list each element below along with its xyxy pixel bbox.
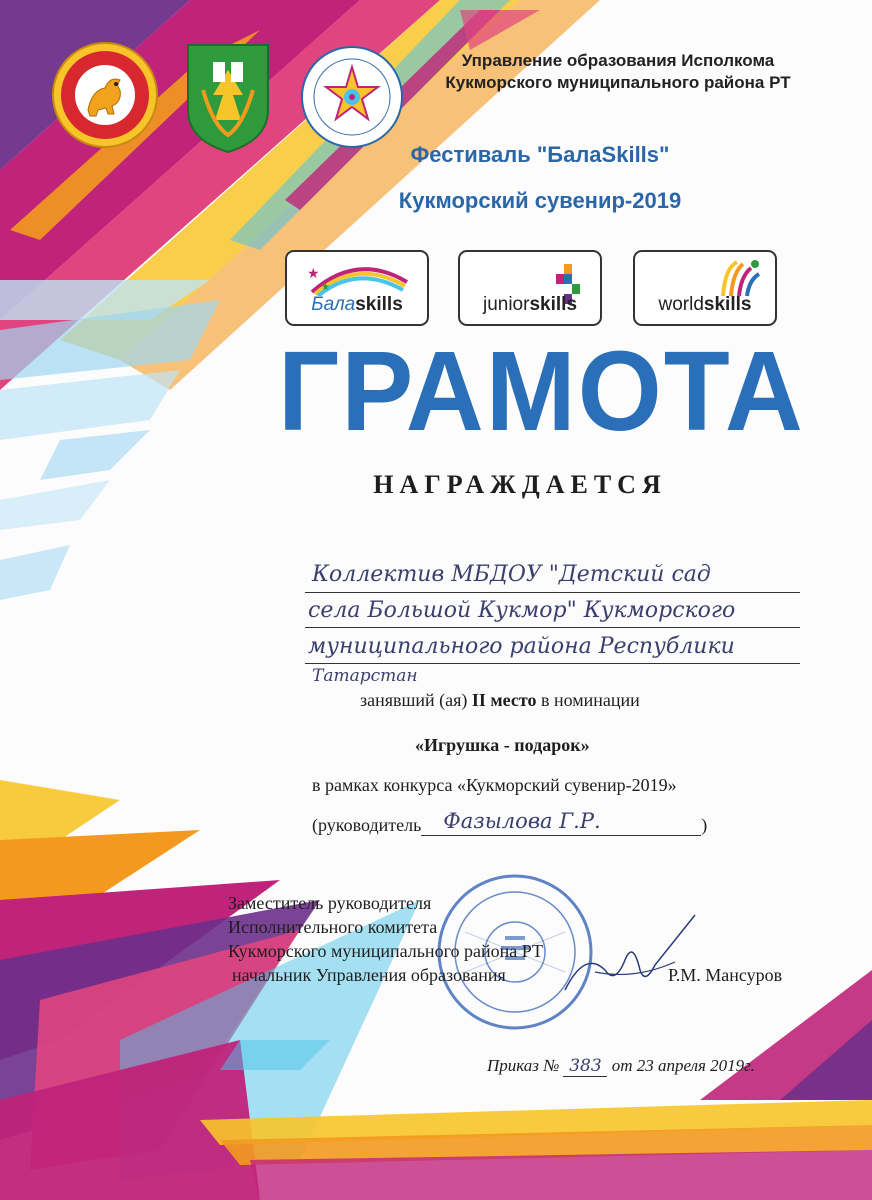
svg-text:★: ★ <box>321 282 330 293</box>
juniorskills-suffix: skills <box>529 294 578 315</box>
issuer-block <box>418 50 818 94</box>
place-line <box>360 690 640 711</box>
worldskills-prefix: world <box>658 294 704 315</box>
document-title: ГРАМОТА <box>278 326 805 454</box>
svg-text:★: ★ <box>307 267 320 282</box>
signatory-title-4: начальник Управления образования <box>232 965 506 985</box>
handwritten-signature-icon <box>555 910 705 1010</box>
signatory-title-2: Исполнительного комитета <box>228 917 438 937</box>
recipient-line-2: села Большой Кукмор" Кукморского <box>308 598 736 623</box>
signatory-name: Р.М. Мансуров <box>668 965 783 985</box>
issuer-line-1: Управление образования Исполкома <box>461 51 775 70</box>
recipient-underline-3 <box>305 663 800 664</box>
juniorskills-prefix: junior <box>482 294 530 315</box>
awarded-heading: НАГРАЖДАЕТСЯ <box>373 470 667 499</box>
recipient-underline-1 <box>305 592 800 593</box>
leader-line <box>312 809 708 836</box>
balaskills-suffix: skills <box>355 294 403 315</box>
leader-name: Фазылова Г.Р. <box>443 809 601 833</box>
recipient-underline-2 <box>305 627 800 628</box>
balaskills-prefix: Бала <box>311 294 356 315</box>
nomination: «Игрушка - подарок» <box>415 735 590 755</box>
recipient-line-4: Татарстан <box>312 666 418 686</box>
place-value: II место <box>471 690 537 710</box>
galaktika-center-logo-icon <box>300 45 405 150</box>
recipient-line-1: Коллектив МБДОУ "Детский сад <box>312 562 711 587</box>
place-text-after: в номинации <box>536 690 640 710</box>
leader-close: ) <box>701 815 708 835</box>
place-text-before: занявший (ая) <box>360 690 472 710</box>
kukmor-coat-of-arms-icon <box>183 40 273 155</box>
festival-subtitle: Кукморский сувенир-2019 <box>398 188 682 213</box>
order-number: 383 <box>563 1056 607 1077</box>
signatory-title-3: Кукморского муниципального района РТ <box>228 941 543 961</box>
order-prefix: Приказ № <box>487 1056 564 1075</box>
worldskills-logo-text <box>635 294 775 316</box>
worldskills-figure-icon <box>715 258 765 298</box>
order-suffix: от 23 апреля 2019г. <box>607 1056 755 1075</box>
leader-underline <box>421 809 701 836</box>
festival-title: Фестиваль "БалаSkills" <box>410 142 670 167</box>
signatory-title-1: Заместитель руководителя <box>228 893 432 913</box>
issuer-line-2: Кукморского муниципального района РТ <box>445 73 791 92</box>
worldskills-logo <box>633 250 777 326</box>
rainbow-arc-icon <box>287 252 427 296</box>
balaskills-logo-text <box>287 294 427 316</box>
juniorskills-logo <box>458 250 602 326</box>
worldskills-suffix: skills <box>703 294 752 315</box>
contest-line: в рамках конкурса «Кукморский сувенир-2019» <box>312 775 677 795</box>
juniorskills-logo-text <box>460 294 600 316</box>
recipient-line-3: муниципального района Республики <box>308 634 735 659</box>
order-line <box>487 1056 755 1077</box>
leader-label: (руководитель <box>312 815 422 835</box>
balaskills-logo <box>285 250 429 326</box>
tatarstan-coat-of-arms-icon <box>50 40 160 150</box>
